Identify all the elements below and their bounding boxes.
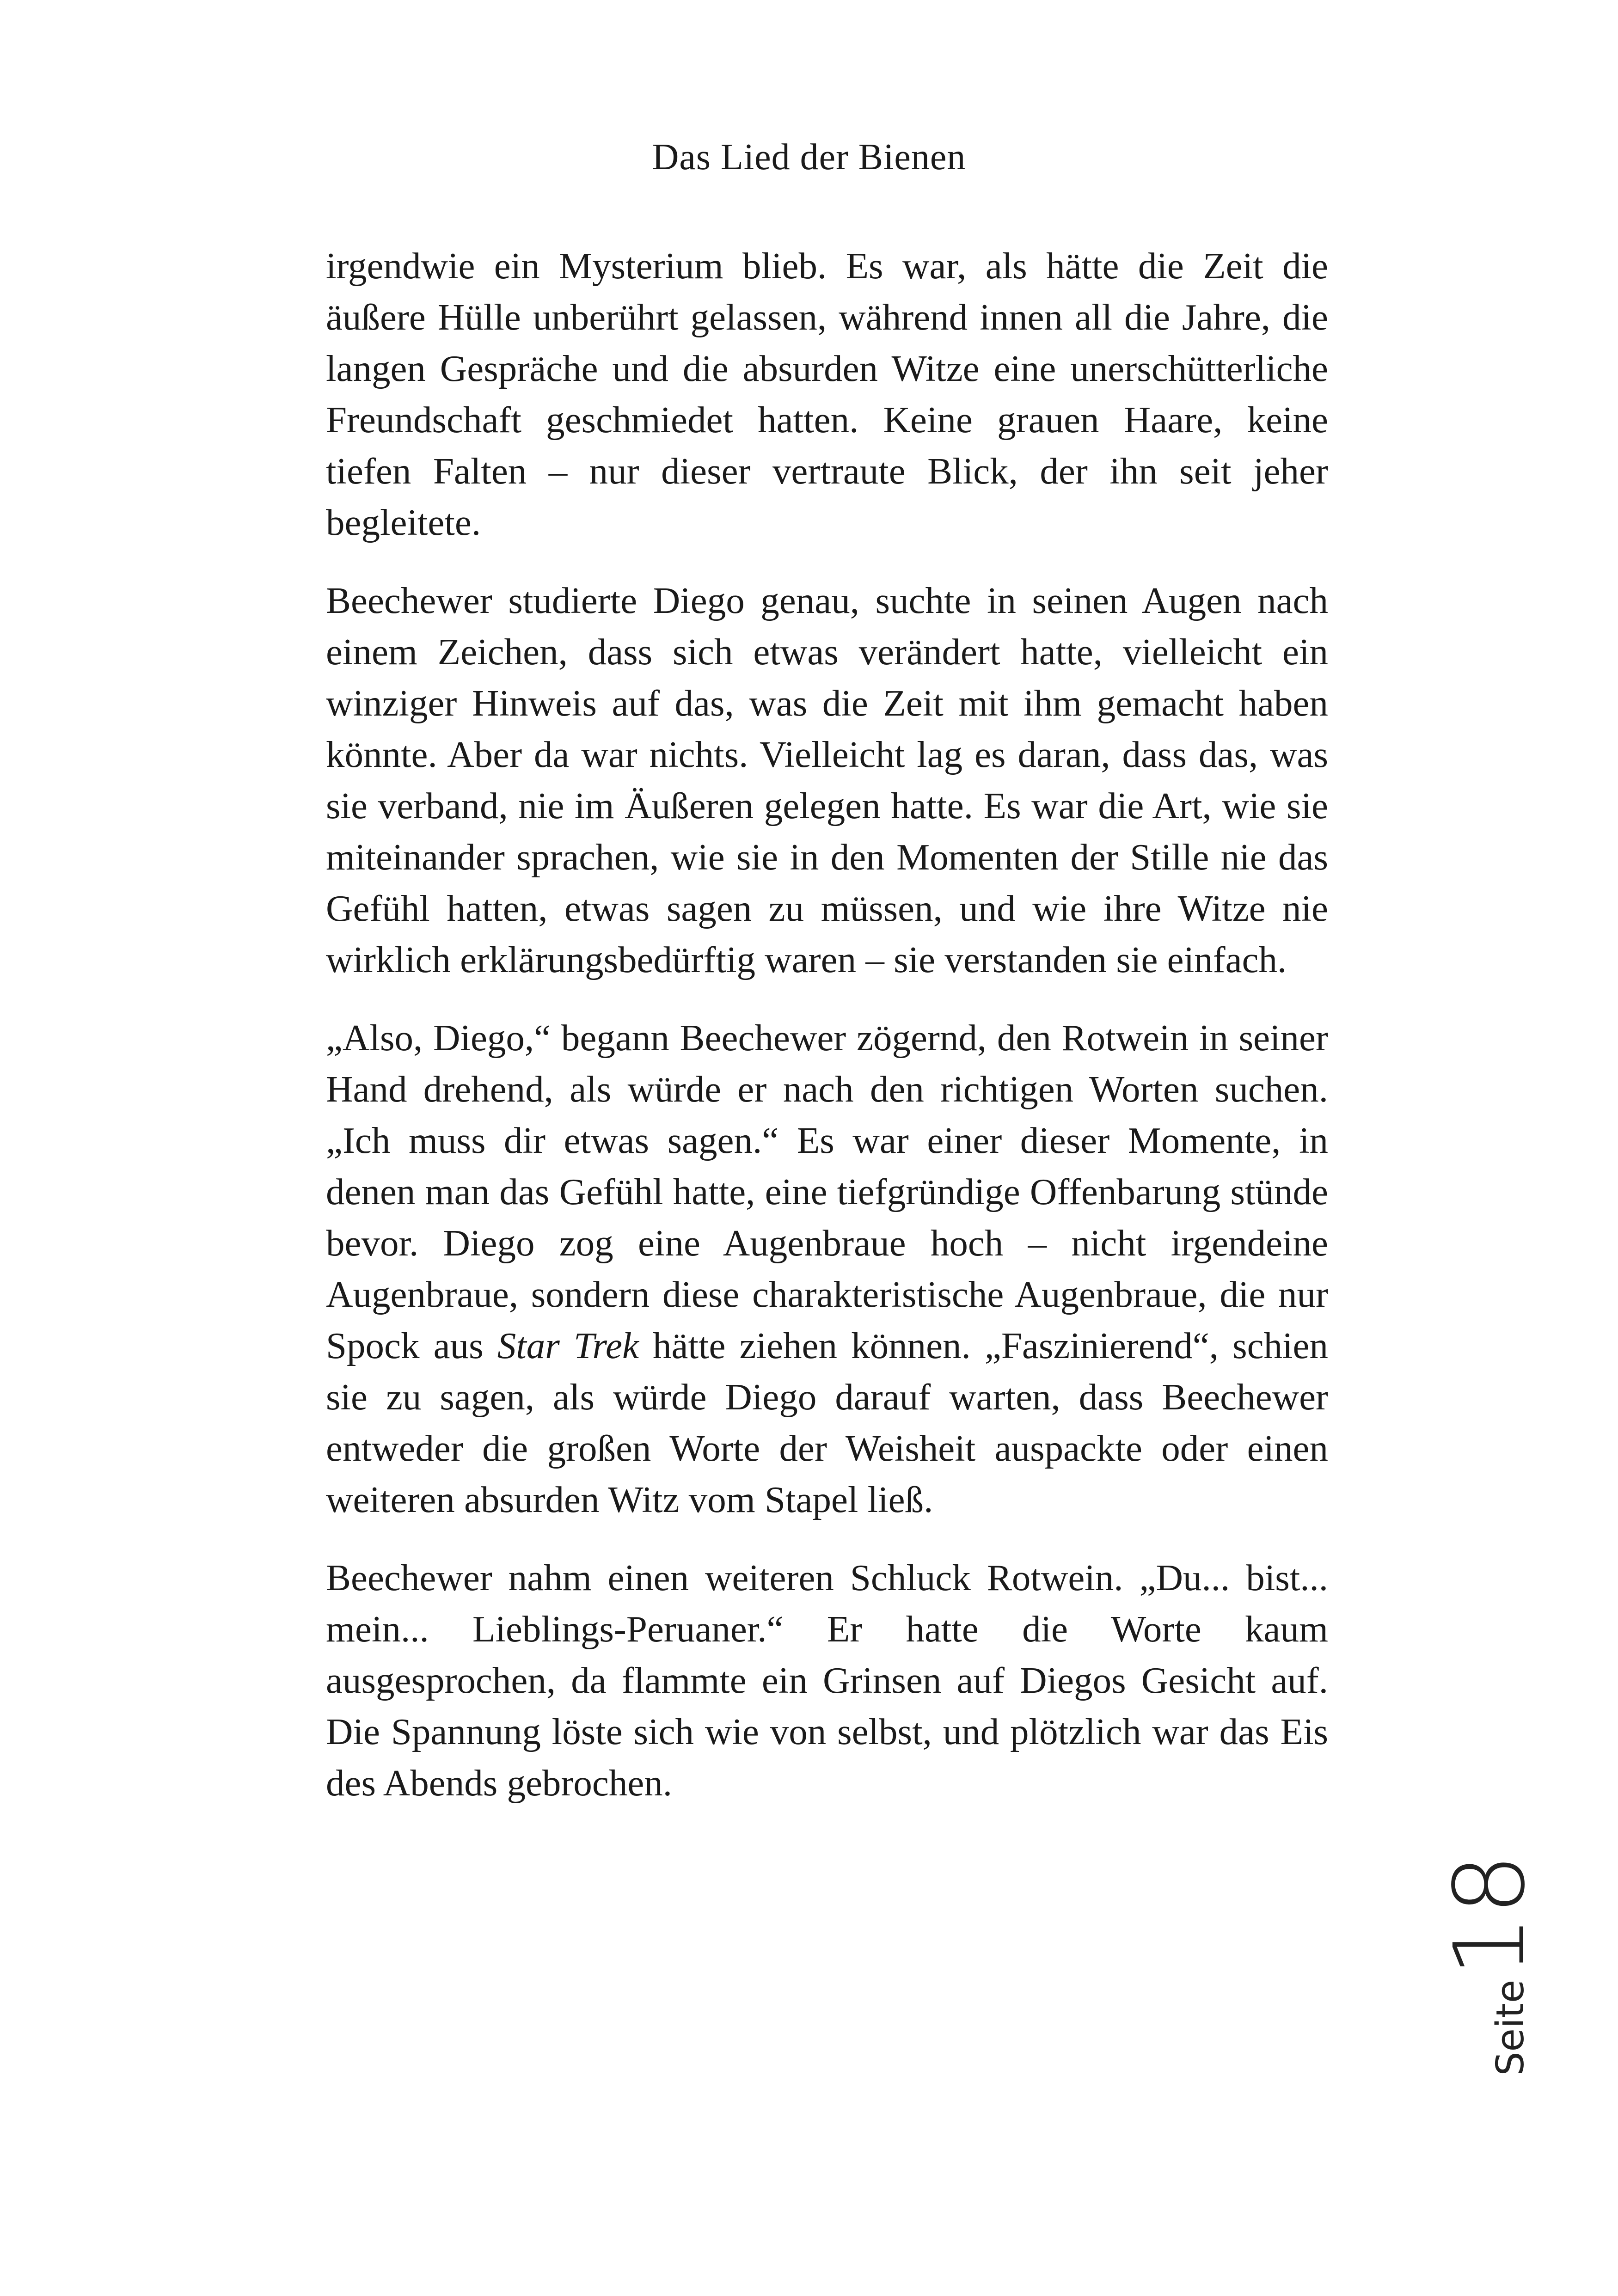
paragraph-3-part-2: hätte ziehen können. „Faszinierend“, schien sie zu sagen, als würde Diego darauf warten, dass Beechewer entweder die großen Worte der Weisheit auspackte oder einen weiteren absurden Witz vom Stapel ließ.	[326, 1325, 1329, 1520]
page-number-value: 18	[1433, 1853, 1546, 1977]
paragraph-4: Beechewer nahm einen weiteren Schluck Rotwein. „Du... bist... mein... Lieblings-Peruaner.“ Er hatte die Worte kaum ausgesprochen, da flammte ein Grinsen auf Diegos Gesicht auf. Die Spannung löste sich wie von selbst, und plötzlich war das Eis des Abends gebrochen.	[326, 1557, 1328, 1804]
paragraph-1: irgendwie ein Mysterium blieb. Es war, als hätte die Zeit die äußere Hülle unberührt gelassen, während innen all die Jahre, die langen Gespräche und die absurden Witze eine unerschütterliche Freundschaft geschmiedet hatten. Keine grauen Haare, keine tiefen Falten – nur dieser vertraute Blick, der ihn seit jeher begleitete.	[326, 245, 1328, 543]
paragraph-3	[326, 1012, 1328, 1525]
paragraph-2: Beechewer studierte Diego genau, suchte in seinen Augen nach einem Zeichen, dass sich etwas verändert hatte, vielleicht ein winziger Hinweis auf das, was die Zeit mit ihm gemacht haben könnte. Aber da war nichts. Vielleicht lag es daran, dass das, was sie verband, nie im Äußeren gelegen hatte. Es war die Art, wie sie miteinander sprachen, wie sie in den Momenten der Stille nie das Gefühl hatten, etwas sagen zu müssen, und wie ihre Witze nie wirklich erklärungsbedürftig waren – sie verstanden sie einfach.	[326, 580, 1328, 980]
page-number	[1433, 1853, 1572, 2076]
body-text	[326, 240, 1328, 1809]
paragraph-3-part-1: „Also, Diego,“ begann Beechewer zögernd, den Rotwein in seiner Hand drehend, als würde er nach den richtigen Worten suchen. „Ich muss dir etwas sagen.“ Es war einer dieser Momente, in denen man das Gefühl hatte, eine tiefgründige Offenbarung stünde bevor. Diego zog eine Augenbraue hoch – nicht irgendeine Augenbraue, sondern diese charakteristische Augenbraue, die nur Spock aus	[326, 1017, 1328, 1366]
italic-title: Star Trek	[497, 1325, 639, 1366]
running-head-title: Das Lied der Bienen	[652, 137, 966, 178]
page-label: Seite	[1489, 1979, 1532, 2076]
